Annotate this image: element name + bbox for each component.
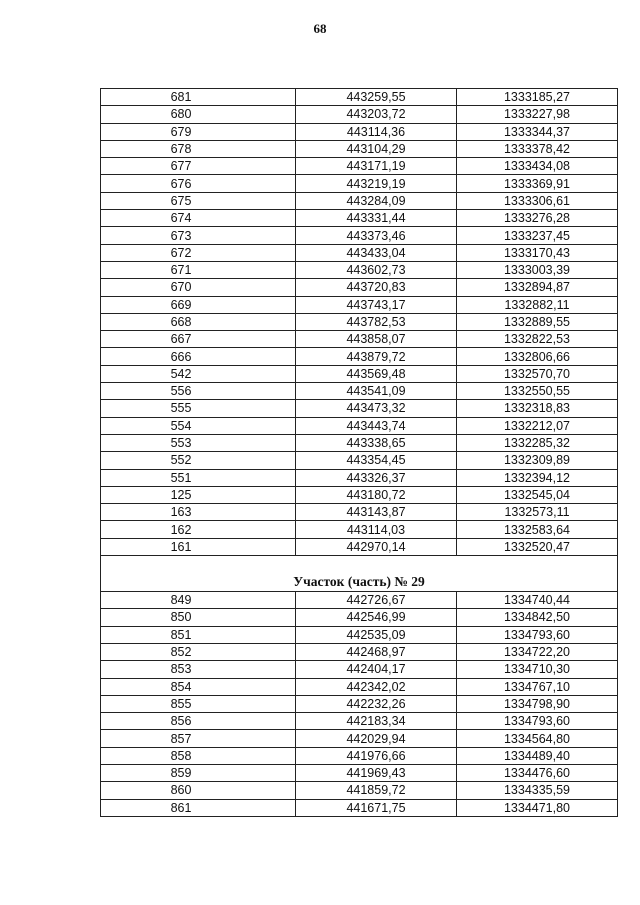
point-number-cell: 554: [101, 417, 296, 434]
table-row: [101, 452, 618, 469]
table-row: [101, 227, 618, 244]
point-number-cell: 851: [101, 626, 296, 643]
table-row: [101, 279, 618, 296]
x-coordinate-cell: 443326,37: [296, 469, 457, 486]
table-row: [101, 469, 618, 486]
point-number-cell: 162: [101, 521, 296, 538]
y-coordinate-cell: 1334564,80: [457, 730, 618, 747]
table-row: [101, 158, 618, 175]
y-coordinate-cell: 1332309,89: [457, 452, 618, 469]
y-coordinate-cell: 1332285,32: [457, 434, 618, 451]
table-row: [101, 175, 618, 192]
table-row: [101, 244, 618, 261]
table-row: [101, 504, 618, 521]
point-number-cell: 667: [101, 331, 296, 348]
coordinates-table-body: [101, 89, 618, 817]
y-coordinate-cell: 1332889,55: [457, 313, 618, 330]
y-coordinate-cell: 1334476,60: [457, 764, 618, 781]
point-number-cell: 675: [101, 192, 296, 209]
point-number-cell: 679: [101, 123, 296, 140]
y-coordinate-cell: 1333434,08: [457, 158, 618, 175]
y-coordinate-cell: 1333170,43: [457, 244, 618, 261]
table-row: [101, 210, 618, 227]
table-row: [101, 106, 618, 123]
y-coordinate-cell: 1333185,27: [457, 89, 618, 106]
x-coordinate-cell: 441671,75: [296, 799, 457, 816]
point-number-cell: 673: [101, 227, 296, 244]
table-row: [101, 383, 618, 400]
y-coordinate-cell: 1332550,55: [457, 383, 618, 400]
point-number-cell: 674: [101, 210, 296, 227]
x-coordinate-cell: 443433,04: [296, 244, 457, 261]
point-number-cell: 671: [101, 261, 296, 278]
x-coordinate-cell: 443602,73: [296, 261, 457, 278]
table-row: [101, 140, 618, 157]
table-row: [101, 296, 618, 313]
point-number-cell: 856: [101, 713, 296, 730]
x-coordinate-cell: 442029,94: [296, 730, 457, 747]
point-number-cell: 852: [101, 643, 296, 660]
point-number-cell: 861: [101, 799, 296, 816]
table-row: [101, 89, 618, 106]
y-coordinate-cell: 1333306,61: [457, 192, 618, 209]
x-coordinate-cell: 443782,53: [296, 313, 457, 330]
x-coordinate-cell: 443720,83: [296, 279, 457, 296]
y-coordinate-cell: 1332573,11: [457, 504, 618, 521]
y-coordinate-cell: 1332894,87: [457, 279, 618, 296]
y-coordinate-cell: 1334722,20: [457, 643, 618, 660]
x-coordinate-cell: 443143,87: [296, 504, 457, 521]
x-coordinate-cell: 442183,34: [296, 713, 457, 730]
y-coordinate-cell: 1332583,64: [457, 521, 618, 538]
point-number-cell: 669: [101, 296, 296, 313]
x-coordinate-cell: 443473,32: [296, 400, 457, 417]
x-coordinate-cell: 442726,67: [296, 592, 457, 609]
x-coordinate-cell: 443284,09: [296, 192, 457, 209]
table-row: [101, 609, 618, 626]
y-coordinate-cell: 1334335,59: [457, 782, 618, 799]
section-row: [101, 556, 618, 592]
y-coordinate-cell: 1333227,98: [457, 106, 618, 123]
y-coordinate-cell: 1332570,70: [457, 365, 618, 382]
point-number-cell: 678: [101, 140, 296, 157]
y-coordinate-cell: 1333003,39: [457, 261, 618, 278]
x-coordinate-cell: 443114,03: [296, 521, 457, 538]
table-row: [101, 313, 618, 330]
y-coordinate-cell: 1334793,60: [457, 626, 618, 643]
y-coordinate-cell: 1332882,11: [457, 296, 618, 313]
point-number-cell: 677: [101, 158, 296, 175]
y-coordinate-cell: 1332318,83: [457, 400, 618, 417]
table-row: [101, 417, 618, 434]
page-number: 68: [313, 21, 327, 36]
point-number-cell: 555: [101, 400, 296, 417]
point-number-cell: 858: [101, 747, 296, 764]
table-row: [101, 123, 618, 140]
x-coordinate-cell: 442232,26: [296, 695, 457, 712]
point-number-cell: 860: [101, 782, 296, 799]
x-coordinate-cell: 443858,07: [296, 331, 457, 348]
point-number-cell: 855: [101, 695, 296, 712]
x-coordinate-cell: 443354,45: [296, 452, 457, 469]
x-coordinate-cell: 442404,17: [296, 661, 457, 678]
y-coordinate-cell: 1332545,04: [457, 486, 618, 503]
x-coordinate-cell: 443114,36: [296, 123, 457, 140]
table-row: [101, 661, 618, 678]
table-row: [101, 400, 618, 417]
y-coordinate-cell: 1332394,12: [457, 469, 618, 486]
x-coordinate-cell: 443331,44: [296, 210, 457, 227]
y-coordinate-cell: 1332520,47: [457, 538, 618, 555]
x-coordinate-cell: 442546,99: [296, 609, 457, 626]
x-coordinate-cell: 443541,09: [296, 383, 457, 400]
point-number-cell: 681: [101, 89, 296, 106]
x-coordinate-cell: 442970,14: [296, 538, 457, 555]
x-coordinate-cell: 443171,19: [296, 158, 457, 175]
x-coordinate-cell: 443203,72: [296, 106, 457, 123]
x-coordinate-cell: 441969,43: [296, 764, 457, 781]
point-number-cell: 853: [101, 661, 296, 678]
y-coordinate-cell: 1334798,90: [457, 695, 618, 712]
y-coordinate-cell: 1332806,66: [457, 348, 618, 365]
x-coordinate-cell: 443259,55: [296, 89, 457, 106]
table-row: [101, 730, 618, 747]
y-coordinate-cell: 1333369,91: [457, 175, 618, 192]
x-coordinate-cell: 443104,29: [296, 140, 457, 157]
point-number-cell: 680: [101, 106, 296, 123]
x-coordinate-cell: 443743,17: [296, 296, 457, 313]
point-number-cell: 668: [101, 313, 296, 330]
table-row: [101, 486, 618, 503]
point-number-cell: 553: [101, 434, 296, 451]
y-coordinate-cell: 1334489,40: [457, 747, 618, 764]
point-number-cell: 859: [101, 764, 296, 781]
table-row: [101, 626, 618, 643]
point-number-cell: 672: [101, 244, 296, 261]
y-coordinate-cell: 1334767,10: [457, 678, 618, 695]
y-coordinate-cell: 1334710,30: [457, 661, 618, 678]
x-coordinate-cell: 441976,66: [296, 747, 457, 764]
x-coordinate-cell: 443443,74: [296, 417, 457, 434]
y-coordinate-cell: 1333276,28: [457, 210, 618, 227]
x-coordinate-cell: 443219,19: [296, 175, 457, 192]
point-number-cell: 551: [101, 469, 296, 486]
point-number-cell: 670: [101, 279, 296, 296]
y-coordinate-cell: 1333378,42: [457, 140, 618, 157]
x-coordinate-cell: 443180,72: [296, 486, 457, 503]
x-coordinate-cell: 442342,02: [296, 678, 457, 695]
table-row: [101, 538, 618, 555]
table-row: [101, 678, 618, 695]
x-coordinate-cell: 443373,46: [296, 227, 457, 244]
table-row: [101, 261, 618, 278]
point-number-cell: 857: [101, 730, 296, 747]
point-number-cell: 552: [101, 452, 296, 469]
point-number-cell: 854: [101, 678, 296, 695]
table-row: [101, 192, 618, 209]
point-number-cell: 125: [101, 486, 296, 503]
table-row: [101, 331, 618, 348]
y-coordinate-cell: 1334471,80: [457, 799, 618, 816]
x-coordinate-cell: 441859,72: [296, 782, 457, 799]
table-row: [101, 434, 618, 451]
table-row: [101, 521, 618, 538]
x-coordinate-cell: 443569,48: [296, 365, 457, 382]
table-row: [101, 782, 618, 799]
coordinates-table: [100, 88, 618, 817]
point-number-cell: 161: [101, 538, 296, 555]
point-number-cell: 850: [101, 609, 296, 626]
table-row: [101, 799, 618, 816]
table-row: [101, 764, 618, 781]
y-coordinate-cell: 1333237,45: [457, 227, 618, 244]
section-title: Участок (часть) № 29: [101, 556, 618, 592]
table-row: [101, 348, 618, 365]
point-number-cell: 542: [101, 365, 296, 382]
table-row: [101, 592, 618, 609]
table-row: [101, 695, 618, 712]
x-coordinate-cell: 442535,09: [296, 626, 457, 643]
x-coordinate-cell: 443879,72: [296, 348, 457, 365]
y-coordinate-cell: 1332212,07: [457, 417, 618, 434]
table-row: [101, 747, 618, 764]
y-coordinate-cell: 1333344,37: [457, 123, 618, 140]
table-row: [101, 713, 618, 730]
x-coordinate-cell: 443338,65: [296, 434, 457, 451]
y-coordinate-cell: 1332822,53: [457, 331, 618, 348]
point-number-cell: 666: [101, 348, 296, 365]
x-coordinate-cell: 442468,97: [296, 643, 457, 660]
point-number-cell: 849: [101, 592, 296, 609]
point-number-cell: 676: [101, 175, 296, 192]
y-coordinate-cell: 1334740,44: [457, 592, 618, 609]
y-coordinate-cell: 1334793,60: [457, 713, 618, 730]
point-number-cell: 163: [101, 504, 296, 521]
table-row: [101, 643, 618, 660]
y-coordinate-cell: 1334842,50: [457, 609, 618, 626]
point-number-cell: 556: [101, 383, 296, 400]
table-row: [101, 365, 618, 382]
